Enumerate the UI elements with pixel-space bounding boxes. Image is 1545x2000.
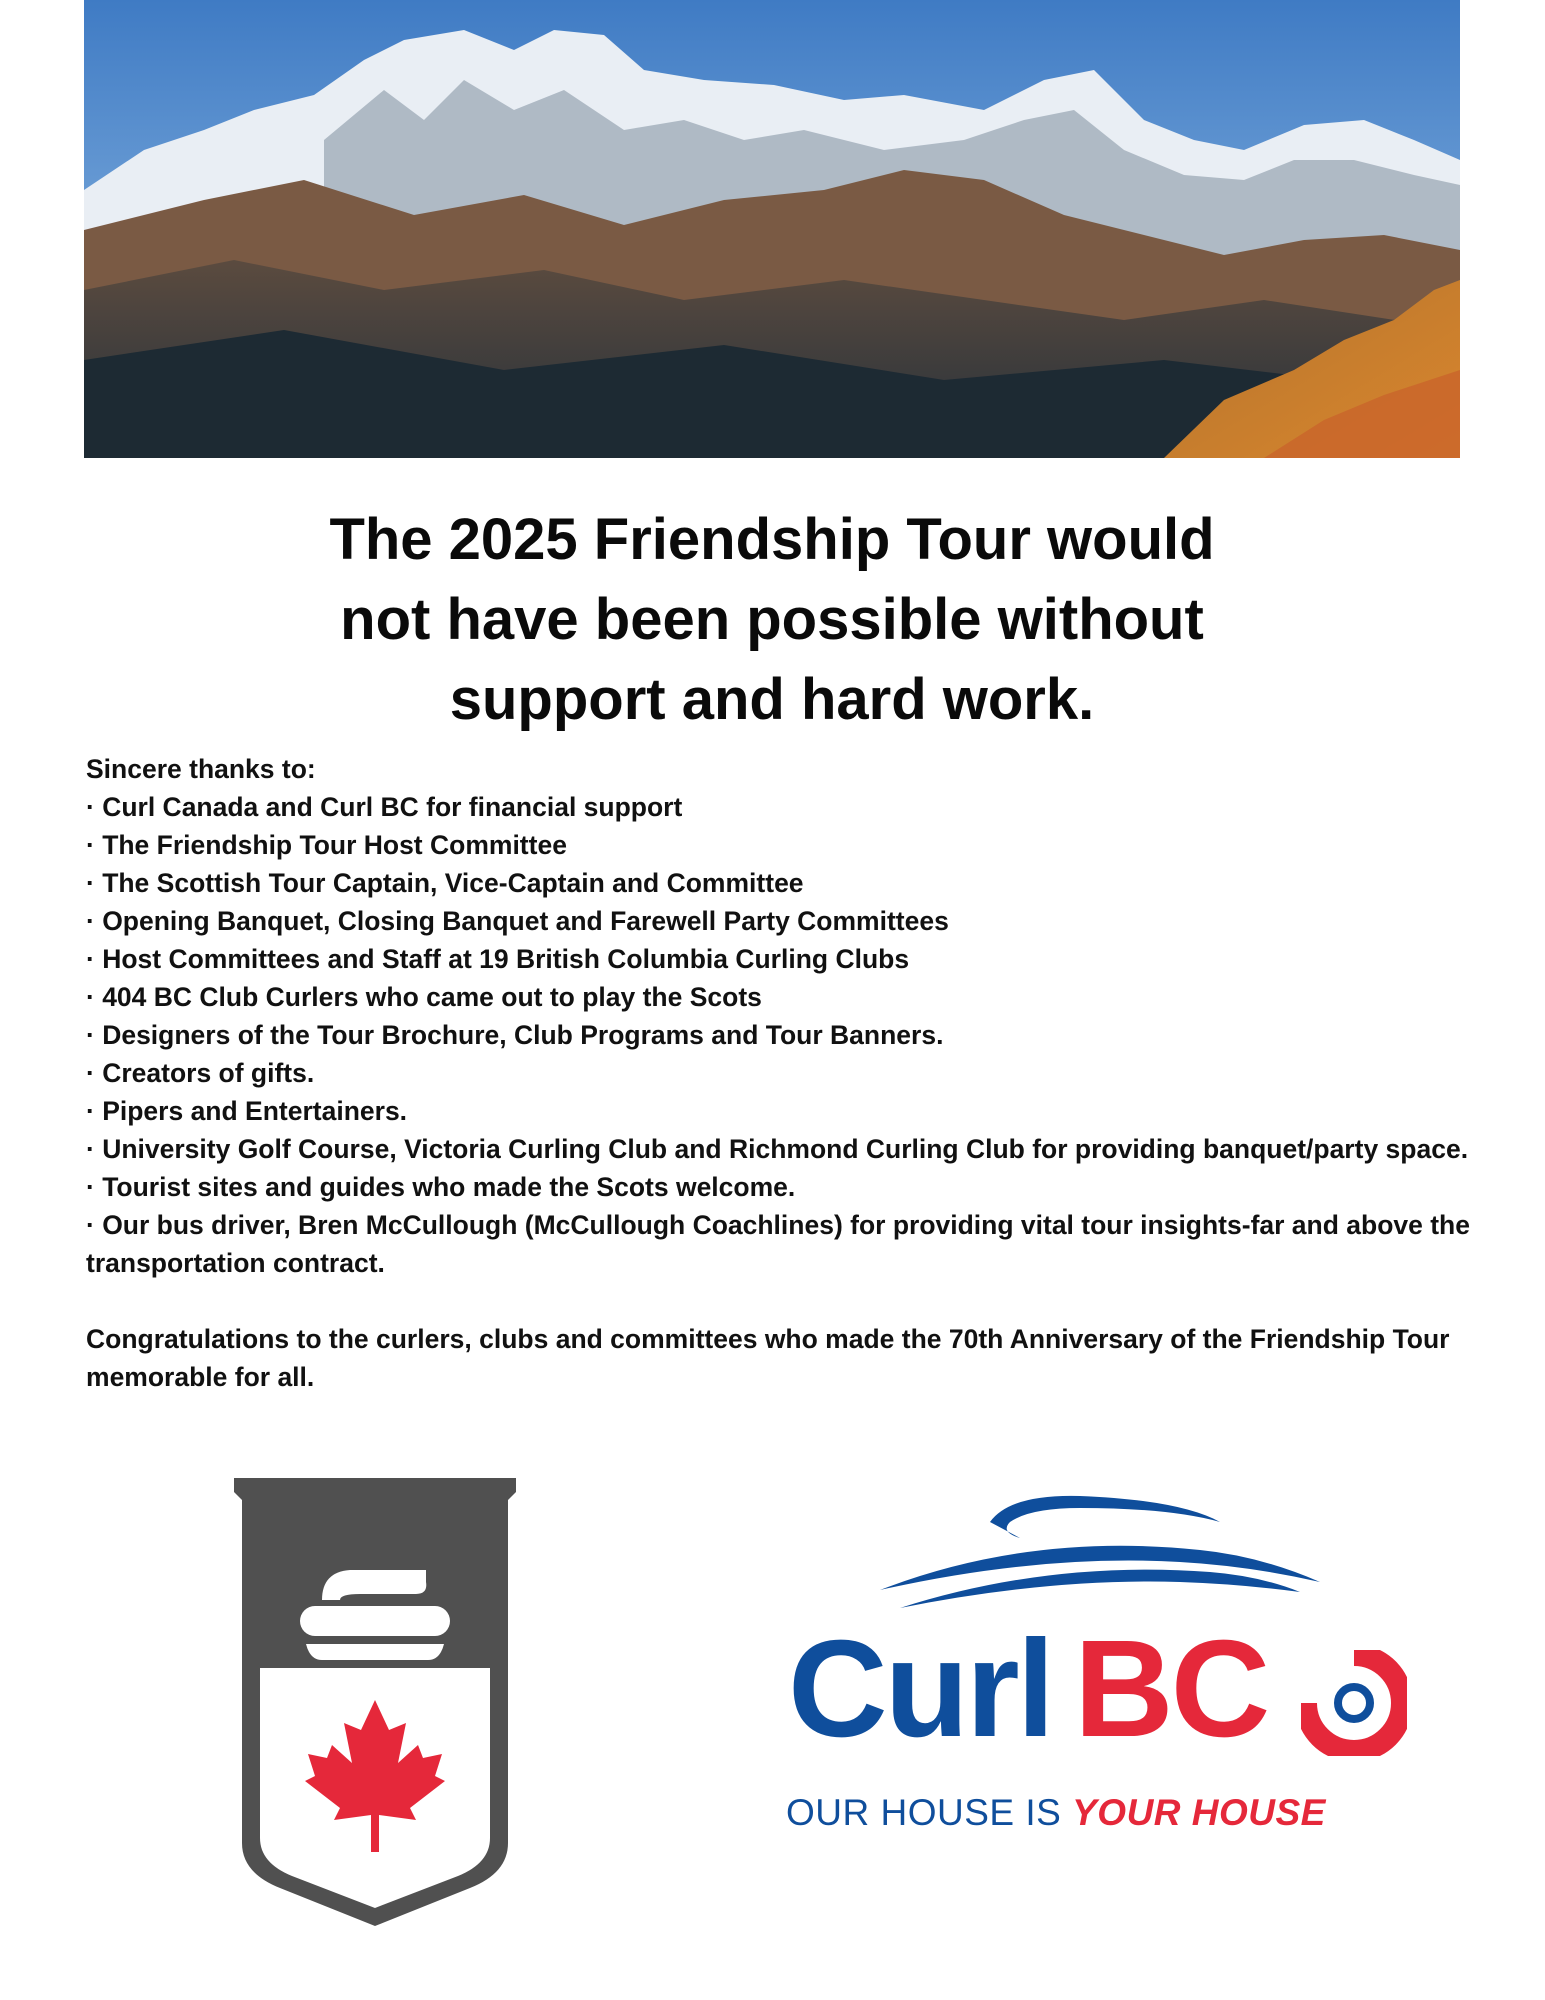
list-item xyxy=(86,978,1526,1016)
list-item xyxy=(86,788,1526,826)
thanks-section xyxy=(86,750,1526,1396)
curl-bc-wordmark xyxy=(788,1612,1268,1766)
banner-photo xyxy=(84,0,1460,458)
list-item-text: Pipers and Entertainers. xyxy=(102,1096,408,1126)
list-item-text: Our bus driver, Bren McCullough (McCullough Coachlines) for providing vital tour insights-far and above the transportation contract. xyxy=(86,1210,1470,1278)
list-item xyxy=(86,1206,1526,1282)
congratulations-text: Congratulations to the curlers, clubs and committees who made the 70th Anniversary of the Friendship Tour memorable for all. xyxy=(86,1324,1450,1392)
headline-line: The 2025 Friendship Tour would xyxy=(329,507,1215,572)
list-item xyxy=(86,1016,1526,1054)
curl-canada-logo xyxy=(230,1478,520,1926)
mountain-landscape-icon xyxy=(84,0,1460,458)
curl-canada-shield-icon xyxy=(230,1478,520,1926)
wordmark-bc: BC xyxy=(1074,1612,1268,1766)
wordmark-curl: Curl xyxy=(788,1612,1052,1766)
list-item-text: Host Committees and Staff at 19 British Columbia Curling Clubs xyxy=(102,944,910,974)
list-item xyxy=(86,902,1526,940)
headline-line: support and hard work. xyxy=(449,667,1095,732)
list-item xyxy=(86,1130,1526,1168)
list-item-text: The Scottish Tour Captain, Vice-Captain and Committee xyxy=(102,868,804,898)
list-item-text: Tourist sites and guides who made the Scots welcome. xyxy=(102,1172,796,1202)
list-item-text: The Friendship Tour Host Committee xyxy=(102,830,567,860)
thanks-intro: Sincere thanks to: xyxy=(86,754,316,784)
curl-bc-logo xyxy=(780,1492,1380,1842)
list-item-text: Curl Canada and Curl BC for financial support xyxy=(102,792,683,822)
list-item xyxy=(86,1054,1526,1092)
tagline-our-house: OUR HOUSE IS xyxy=(786,1792,1073,1833)
curl-bc-tagline xyxy=(786,1792,1326,1834)
list-item xyxy=(86,826,1526,864)
list-item xyxy=(86,1092,1526,1130)
list-item-text: Creators of gifts. xyxy=(102,1058,315,1088)
headline-line: not have been possible without xyxy=(340,587,1204,652)
curling-stone-swoosh-icon xyxy=(880,1492,1320,1612)
list-item xyxy=(86,864,1526,902)
list-item xyxy=(86,940,1526,978)
list-item xyxy=(86,1168,1526,1206)
headline xyxy=(84,500,1460,740)
list-item-text: Designers of the Tour Brochure, Club Programs and Tour Banners. xyxy=(102,1020,944,1050)
tagline-your-house: YOUR HOUSE xyxy=(1072,1792,1326,1833)
list-item-text: University Golf Course, Victoria Curling Club and Richmond Curling Club for providing banquet/party space. xyxy=(102,1134,1469,1164)
curling-house-target-icon xyxy=(1301,1650,1407,1756)
list-item-text: Opening Banquet, Closing Banquet and Farewell Party Committees xyxy=(102,906,949,936)
list-item-text: 404 BC Club Curlers who came out to play the Scots xyxy=(102,982,762,1012)
